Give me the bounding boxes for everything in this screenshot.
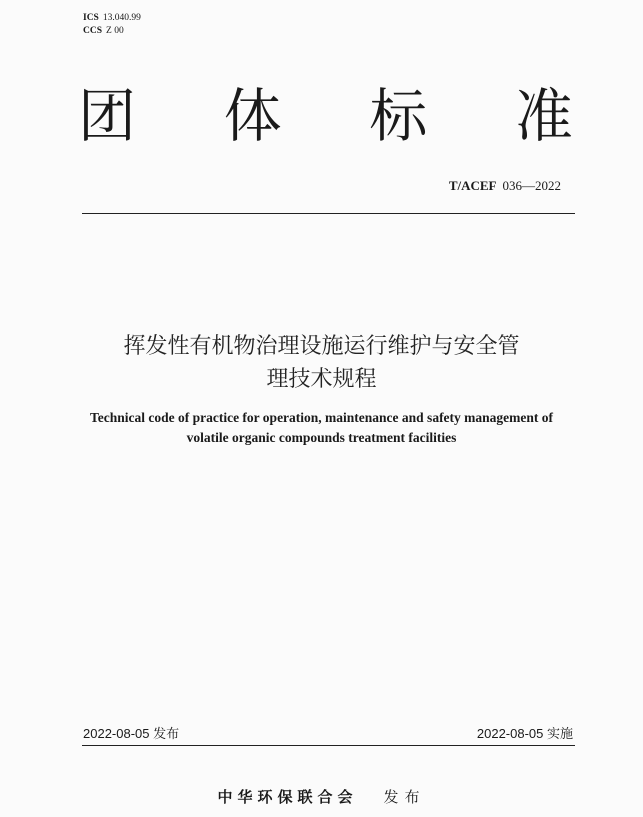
english-title <box>50 408 593 448</box>
standard-prefix: T/ACEF <box>448 178 497 193</box>
standard-code: 036—2022 <box>502 178 561 193</box>
publisher-line <box>0 786 643 807</box>
standard-number <box>449 178 561 194</box>
document-type-heading <box>78 76 573 150</box>
implementation-date: 2022-08-05 实施 <box>476 726 573 741</box>
doc-type-char: 体 <box>223 82 282 150</box>
ics-label: ICS <box>83 13 99 23</box>
publish-verb: 发布 <box>383 788 426 806</box>
publisher-name: 中华环保联合会 <box>217 788 358 806</box>
ccs-code <box>83 25 141 38</box>
chinese-title <box>60 330 583 396</box>
classification-codes <box>83 12 141 38</box>
ccs-value: Z 00 <box>106 26 124 36</box>
doc-type-char: 团 <box>78 82 137 150</box>
doc-type-char: 准 <box>514 82 573 150</box>
chinese-title-line: 理技术规程 <box>266 367 377 392</box>
doc-type-char: 标 <box>369 82 428 150</box>
bottom-divider <box>82 745 575 746</box>
chinese-title-line: 挥发性有机物治理设施运行维护与安全管 <box>123 334 520 359</box>
issue-date: 2022-08-05 发布 <box>83 726 180 741</box>
top-divider <box>82 213 575 214</box>
english-title-line: Technical code of practice for operation, maintenance and safety management of <box>89 410 554 425</box>
english-title-line: volatile organic compounds treatment facilities <box>186 430 457 445</box>
ics-code <box>83 12 141 25</box>
ics-value: 13.040.99 <box>102 13 141 23</box>
ccs-label: CCS <box>83 26 103 36</box>
